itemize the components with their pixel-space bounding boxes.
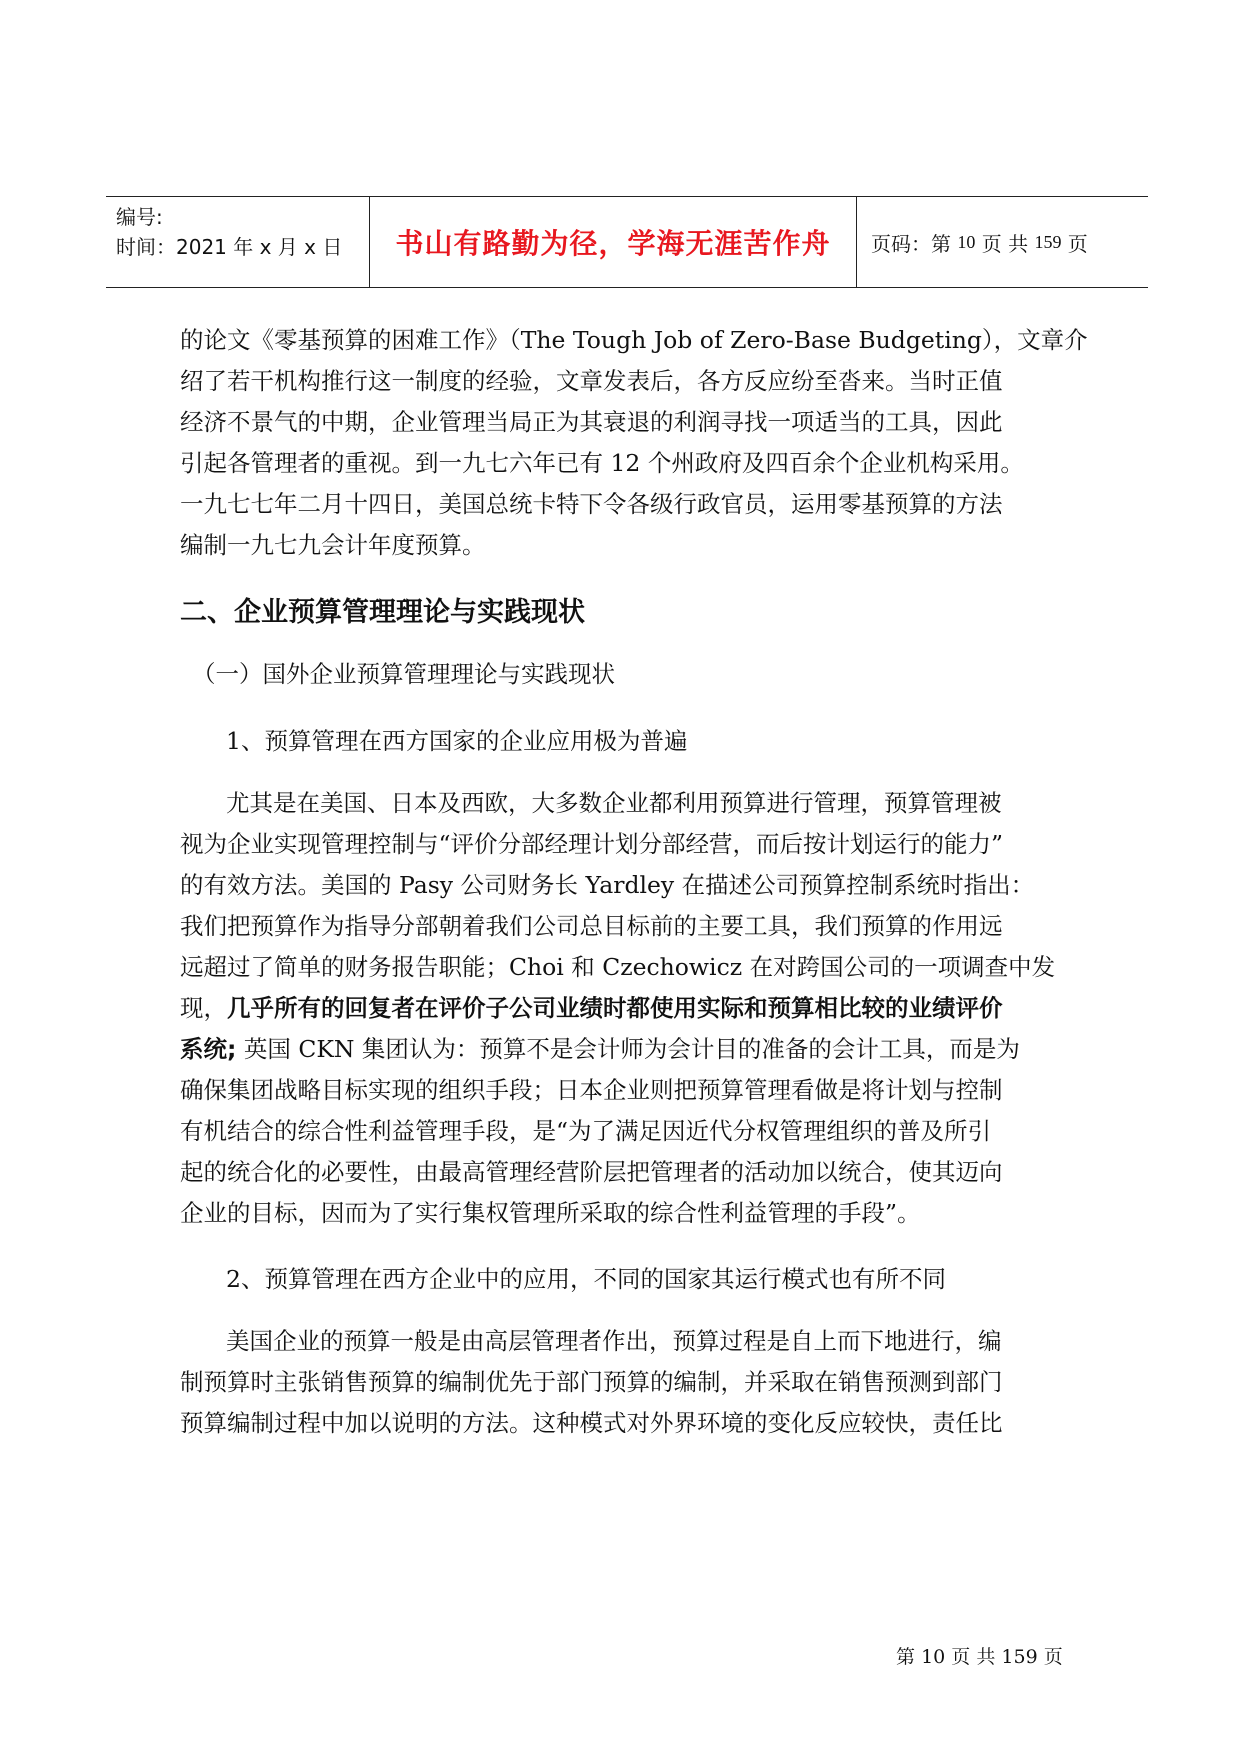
paragraph-western-budget [180, 783, 1072, 1234]
paragraph-line: 引起各管理者的重视。到一九七六年已有 12 个州政府及四百余个企业机构采用。 [180, 449, 1024, 477]
document-date-label: 时间：2021 年 x 月 x 日 [116, 235, 343, 259]
header-page-prefix: 页码：第 [871, 231, 951, 256]
paragraph-line: 美国企业的预算一般是由高层管理者作出，预算过程是自上而下地进行，编 [226, 1327, 1002, 1355]
paragraph-line: 起的统合化的必要性，由最高管理经营阶层把管理者的活动加以统合，使其迈向 [180, 1158, 1003, 1186]
document-header [106, 196, 1148, 288]
paragraph-us-budget-model [180, 1321, 1072, 1444]
paragraph-line [180, 988, 1072, 1029]
paragraph-line: 我们把预算作为指导分部朝着我们公司总目标前的主要工具，我们预算的作用远 [180, 912, 1003, 940]
item-heading-1: 1、预算管理在西方国家的企业应用极为普遍 [226, 727, 688, 755]
paragraph-text: 现， [180, 994, 227, 1022]
paragraph-line: 尤其是在美国、日本及西欧，大多数企业都利用预算进行管理，预算管理被 [226, 789, 1002, 817]
header-page-current: 10 [957, 231, 976, 252]
paragraph-line: 的有效方法。美国的 Pasy 公司财务长 Yardley 在描述公司预算控制系统时指出： [180, 871, 1035, 899]
paragraph-line [180, 1029, 1072, 1070]
footer-prefix: 第 [896, 1646, 916, 1668]
item-heading-2: 2、预算管理在西方企业中的应用，不同的国家其运行模式也有所不同 [226, 1265, 946, 1293]
footer-mid: 页 共 [951, 1646, 996, 1668]
paragraph-line: 的论文《零基预算的困难工作》（The Tough Job of Zero-Base Budgeting），文章介 [180, 326, 1088, 354]
emphasized-text: 几乎所有的回复者在评价子公司业绩时都使用实际和预算相比较的业绩评价 [227, 994, 1003, 1022]
header-page-suffix: 页 [1067, 231, 1088, 256]
paragraph-line: 经济不景气的中期，企业管理当局正为其衰退的利润寻找一项适当的工具，因此 [180, 408, 1003, 436]
section-heading: 二、企业预算管理理论与实践现状 [180, 597, 585, 628]
header-page-cell [857, 197, 1148, 287]
document-number-label: 编号: [116, 205, 163, 229]
footer-page-current: 10 [921, 1646, 946, 1668]
header-page-mid: 页 共 [981, 231, 1029, 256]
header-meta-cell [106, 197, 370, 287]
subsection-heading: （一）国外企业预算管理理论与实践现状 [192, 660, 615, 688]
header-motto: 书山有路勤为径，学海无涯苦作舟 [395, 227, 831, 260]
paragraph-zero-base-history [180, 320, 1088, 566]
paragraph-line: 企业的目标，因而为了实行集权管理所采取的综合性利益管理的手段”。 [180, 1199, 921, 1227]
header-page-total: 159 [1034, 231, 1062, 252]
paragraph-line: 制预算时主张销售预算的编制优先于部门预算的编制，并采取在销售预测到部门 [180, 1368, 1003, 1396]
page-footer [896, 1642, 1063, 1669]
paragraph-text: 英国 CKN 集团认为：预算不是会计师为会计目的准备的会计工具，而是为 [236, 1035, 1020, 1063]
emphasized-text: 系统; [180, 1035, 237, 1063]
header-motto-cell [370, 197, 857, 287]
paragraph-line: 确保集团战略目标实现的组织手段；日本企业则把预算管理看做是将计划与控制 [180, 1076, 1003, 1104]
paragraph-line: 远超过了简单的财务报告职能；Choi 和 Czechowicz 在对跨国公司的一项调查中发 [180, 953, 1056, 981]
document-body [180, 320, 1088, 1444]
paragraph-line: 有机结合的综合性利益管理手段，是“为了满足因近代分权管理组织的普及所引 [180, 1117, 992, 1145]
paragraph-line: 预算编制过程中加以说明的方法。这种模式对外界环境的变化反应较快，责任比 [180, 1409, 1003, 1437]
paragraph-line: 绍了若干机构推行这一制度的经验，文章发表后，各方反应纷至沓来。当时正值 [180, 367, 1003, 395]
paragraph-line: 视为企业实现管理控制与“评价分部经理计划分部经营，而后按计划运行的能力” [180, 830, 1004, 858]
footer-suffix: 页 [1043, 1646, 1063, 1668]
paragraph-line: 一九七七年二月十四日，美国总统卡特下令各级行政官员，运用零基预算的方法 [180, 490, 1003, 518]
paragraph-line: 编制一九七九会计年度预算。 [180, 531, 486, 559]
footer-page-total: 159 [1001, 1646, 1038, 1668]
